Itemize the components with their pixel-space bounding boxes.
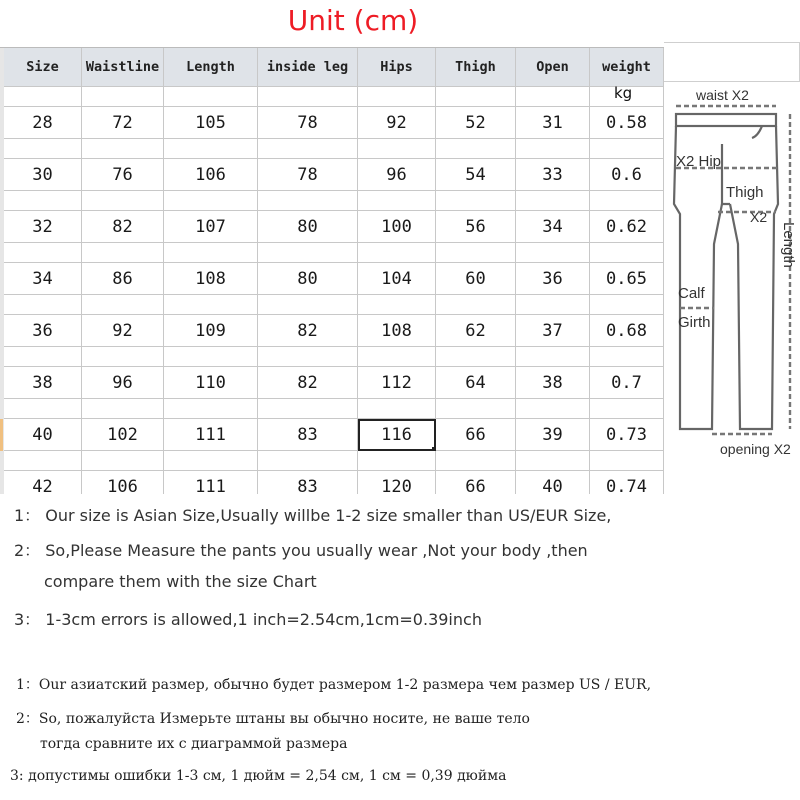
sheet-top-edge — [0, 42, 664, 48]
blank-cell[interactable] — [436, 295, 516, 315]
blank-cell[interactable] — [358, 399, 436, 419]
header-cell-5[interactable]: Thigh — [436, 47, 516, 87]
blank-cell[interactable] — [164, 399, 258, 419]
blank-cell[interactable] — [516, 451, 590, 471]
blank-cell[interactable] — [82, 451, 164, 471]
table-cell[interactable]: 83 — [258, 419, 358, 451]
blank-cell[interactable] — [4, 139, 82, 159]
table-cell[interactable]: 86 — [82, 263, 164, 295]
blank-cell[interactable] — [82, 87, 164, 107]
table-cell[interactable]: 72 — [82, 107, 164, 139]
blank-cell[interactable] — [258, 139, 358, 159]
diagram-thigh-label: Thigh — [726, 184, 764, 201]
blank-cell[interactable] — [590, 243, 664, 263]
blank-cell[interactable] — [590, 139, 664, 159]
header-cell-0[interactable]: Size — [4, 47, 82, 87]
diagram-waist-label: waist X2 — [696, 87, 749, 103]
blank-cell[interactable] — [436, 191, 516, 211]
note-ru-2-cont: тогда сравните их с диаграммой размера — [40, 736, 348, 752]
blank-cell[interactable] — [82, 347, 164, 367]
blank-cell[interactable] — [590, 399, 664, 419]
diagram-thigh-x2-label: X2 — [750, 209, 768, 225]
blank-cell[interactable] — [82, 399, 164, 419]
table-cell[interactable]: 105 — [164, 107, 258, 139]
table-cell[interactable]: 62 — [436, 315, 516, 347]
blank-cell[interactable] — [82, 243, 164, 263]
table-cell[interactable]: 82 — [258, 315, 358, 347]
blank-cell[interactable] — [516, 295, 590, 315]
note-en-1: 1： Our size is Asian Size,Usually willbe 1-2 size smaller than US/EUR Size, — [14, 506, 612, 525]
table-cell[interactable]: 56 — [436, 211, 516, 243]
blank-cell[interactable] — [4, 347, 82, 367]
table-cell[interactable]: 54 — [436, 159, 516, 191]
note-ru-1: 1：Our азиатский размер, обычно будет размером 1-2 размера чем размер US / EUR, — [16, 677, 652, 693]
blank-cell[interactable] — [4, 399, 82, 419]
table-cell[interactable]: 112 — [358, 367, 436, 399]
table-cell[interactable]: 38 — [4, 367, 82, 399]
table-cell[interactable]: 102 — [82, 419, 164, 451]
table-cell[interactable]: 100 — [358, 211, 436, 243]
table-cell[interactable]: 92 — [82, 315, 164, 347]
table-cell[interactable]: 52 — [436, 107, 516, 139]
table-cell[interactable]: 60 — [436, 263, 516, 295]
table-cell[interactable]: 0.62 — [590, 211, 664, 243]
diagram-calf-label: Calf — [678, 285, 705, 302]
blank-cell[interactable] — [590, 191, 664, 211]
blank-cell[interactable] — [258, 347, 358, 367]
diagram-length-label: Length — [780, 222, 797, 268]
table-cell[interactable]: 37 — [516, 315, 590, 347]
table-cell[interactable]: 42 — [4, 471, 82, 494]
blank-cell[interactable] — [358, 87, 436, 107]
blank-cell[interactable] — [82, 139, 164, 159]
diagram-hip-label: X2 Hip — [676, 153, 722, 170]
blank-cell[interactable] — [4, 451, 82, 471]
table-cell[interactable]: 0.73 — [590, 419, 664, 451]
blank-cell[interactable] — [516, 399, 590, 419]
table-cell[interactable]: 64 — [436, 367, 516, 399]
table-cell[interactable]: 82 — [82, 211, 164, 243]
table-cell[interactable]: 34 — [516, 211, 590, 243]
note-ru-2: 2：So, пожалуйста Измерьте штаны вы обычно носите, не ваше тело — [16, 711, 530, 727]
blank-cell[interactable] — [164, 347, 258, 367]
blank-cell[interactable] — [164, 87, 258, 107]
blank-cell[interactable] — [516, 87, 590, 107]
table-cell[interactable]: 120 — [358, 471, 436, 494]
blank-cell[interactable] — [164, 139, 258, 159]
table-cell[interactable]: 107 — [164, 211, 258, 243]
table-cell[interactable]: 96 — [358, 159, 436, 191]
table-cell[interactable]: 34 — [4, 263, 82, 295]
blank-cell[interactable] — [516, 191, 590, 211]
table-cell[interactable]: 36 — [516, 263, 590, 295]
table-cell[interactable]: 80 — [258, 211, 358, 243]
blank-cell[interactable] — [4, 87, 82, 107]
sheet-empty-cells — [664, 42, 800, 82]
table-cell[interactable]: 80 — [258, 263, 358, 295]
note-en-2-cont: compare them with the size Chart — [44, 572, 317, 591]
table-cell[interactable]: 78 — [258, 107, 358, 139]
blank-cell[interactable] — [516, 243, 590, 263]
table-cell[interactable]: 108 — [164, 263, 258, 295]
table-cell[interactable]: 92 — [358, 107, 436, 139]
blank-cell[interactable] — [164, 191, 258, 211]
selected-table-cell[interactable]: 116 — [358, 419, 436, 451]
table-cell[interactable]: 83 — [258, 471, 358, 494]
blank-cell[interactable] — [358, 347, 436, 367]
table-cell[interactable]: 0.58 — [590, 107, 664, 139]
table-cell[interactable]: 76 — [82, 159, 164, 191]
pants-drawing — [666, 84, 800, 464]
blank-cell[interactable] — [436, 243, 516, 263]
header-cell-6[interactable]: Open — [516, 47, 590, 87]
blank-cell[interactable] — [436, 139, 516, 159]
blank-cell[interactable] — [258, 451, 358, 471]
table-cell[interactable]: 108 — [358, 315, 436, 347]
blank-cell[interactable] — [4, 243, 82, 263]
header-cell-3[interactable]: inside leg — [258, 47, 358, 87]
blank-cell[interactable] — [82, 191, 164, 211]
table-cell[interactable]: 0.7 — [590, 367, 664, 399]
table-cell[interactable]: 110 — [164, 367, 258, 399]
table-cell[interactable]: 30 — [4, 159, 82, 191]
blank-cell[interactable] — [436, 87, 516, 107]
table-cell[interactable]: 0.68 — [590, 315, 664, 347]
blank-cell[interactable] — [436, 451, 516, 471]
table-cell[interactable]: 28 — [4, 107, 82, 139]
table-cell[interactable]: 0.74 — [590, 471, 664, 494]
blank-cell[interactable] — [590, 347, 664, 367]
blank-cell[interactable] — [516, 139, 590, 159]
table-cell[interactable]: 40 — [516, 471, 590, 494]
table-cell[interactable]: 38 — [516, 367, 590, 399]
table-cell[interactable]: 106 — [82, 471, 164, 494]
blank-cell[interactable] — [590, 451, 664, 471]
table-cell[interactable]: 33 — [516, 159, 590, 191]
table-cell[interactable]: 0.65 — [590, 263, 664, 295]
blank-cell[interactable] — [164, 295, 258, 315]
header-cell-7[interactable]: weight — [590, 47, 664, 87]
size-table — [0, 42, 664, 494]
table-cell[interactable]: 104 — [358, 263, 436, 295]
blank-cell[interactable] — [358, 191, 436, 211]
table-cell[interactable]: 96 — [82, 367, 164, 399]
diagram-girth-label: Girth — [678, 314, 711, 331]
table-cell[interactable]: 0.6 — [590, 159, 664, 191]
blank-cell[interactable] — [164, 451, 258, 471]
blank-cell[interactable] — [358, 243, 436, 263]
blank-cell[interactable] — [358, 295, 436, 315]
table-cell[interactable]: 111 — [164, 471, 258, 494]
blank-cell[interactable] — [590, 295, 664, 315]
blank-cell[interactable] — [436, 347, 516, 367]
table-cell[interactable]: 66 — [436, 471, 516, 494]
blank-cell[interactable] — [258, 87, 358, 107]
blank-cell[interactable] — [82, 295, 164, 315]
note-en-3: 3： 1-3cm errors is allowed,1 inch=2.54cm,1cm=0.39inch — [14, 610, 482, 629]
table-cell[interactable]: 66 — [436, 419, 516, 451]
pants-diagram — [666, 84, 800, 464]
table-cell[interactable]: 111 — [164, 419, 258, 451]
blank-cell[interactable] — [258, 295, 358, 315]
table-cell[interactable]: 109 — [164, 315, 258, 347]
blank-cell[interactable] — [258, 191, 358, 211]
table-cell[interactable]: 39 — [516, 419, 590, 451]
blank-cell[interactable] — [164, 243, 258, 263]
blank-cell[interactable] — [516, 347, 590, 367]
header-cell-1[interactable]: Waistline — [82, 47, 164, 87]
table-cell[interactable]: 106 — [164, 159, 258, 191]
blank-cell[interactable] — [258, 243, 358, 263]
unit-title: Unit (cm) — [287, 4, 419, 37]
header-cell-2[interactable]: Length — [164, 47, 258, 87]
diagram-opening-label: opening X2 — [720, 441, 791, 457]
table-cell[interactable]: 40 — [4, 419, 82, 451]
weight-unit-label: kg — [614, 84, 633, 102]
header-cell-4[interactable]: Hips — [358, 47, 436, 87]
active-row-marker — [0, 419, 3, 451]
table-cell[interactable]: 31 — [516, 107, 590, 139]
note-en-2: 2： So,Please Measure the pants you usually wear ,Not your body ,then — [14, 541, 588, 560]
blank-cell[interactable] — [358, 451, 436, 471]
note-ru-3: 3: допустимы ошибки 1-3 см, 1 дюйм = 2,54 см, 1 см = 0,39 дюйма — [10, 768, 507, 784]
blank-cell[interactable] — [258, 399, 358, 419]
blank-cell[interactable] — [358, 139, 436, 159]
table-cell[interactable]: 82 — [258, 367, 358, 399]
table-cell[interactable]: 32 — [4, 211, 82, 243]
blank-cell[interactable] — [436, 399, 516, 419]
blank-cell[interactable] — [4, 295, 82, 315]
table-cell[interactable]: 78 — [258, 159, 358, 191]
table-cell[interactable]: 36 — [4, 315, 82, 347]
blank-cell[interactable] — [4, 191, 82, 211]
